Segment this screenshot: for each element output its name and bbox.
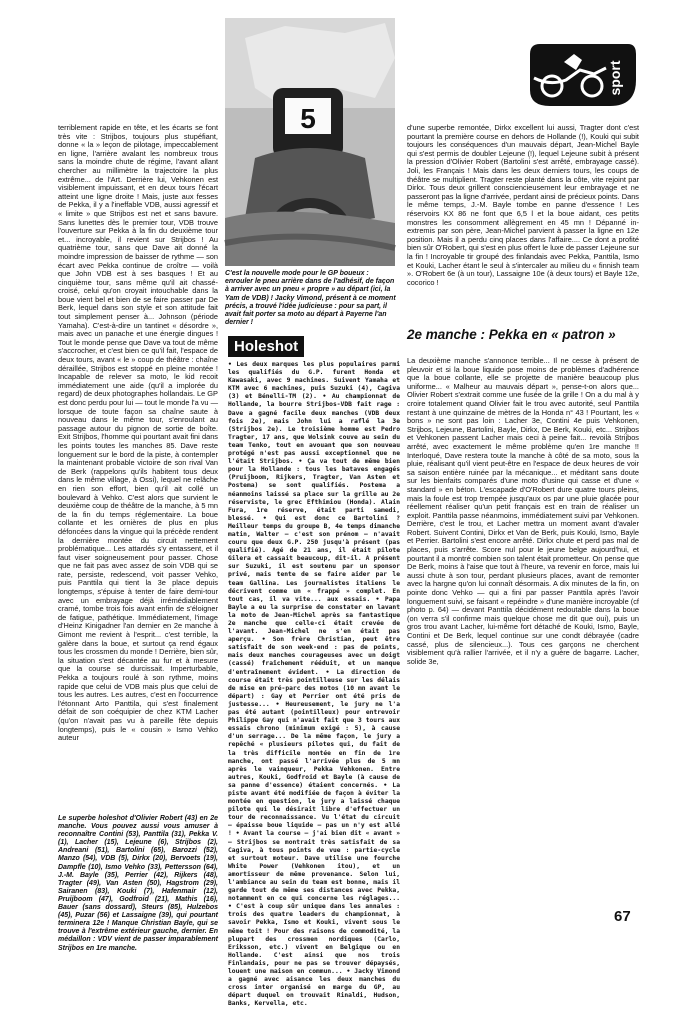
page-number: 67 bbox=[614, 908, 631, 925]
article-column-left bbox=[58, 124, 218, 953]
article-text-part-3: La deuxième manche s'annonce terrible... Il ne cesse à présent de pleuvoir et si la boue liquide pose moins de problèmes d'adhérence que la boue collante, elle se projette de manière beaucoup plus uniforme... « Malheur au mauvais départ », pense-t-on alors que... Olivier Robert s'extrait comme une fusée de la grille ! On a du mal à y croire totalement quand Olivier fait le trou avec autorité, seul Panttila restant à une quinzaine de mètres de la Honda n° 43 ! Pourtant, les « bons » ne sont pas loin : Lacher 3e, Contini 4e puis Vehkonen, Strijbos, Lejeune, Bartolini, Bayle, Dirkx, De Berk, Kouki, etc... Strijbos et Vehkonen passent Lacher mais ceci à peine fait... revoilà Strijbos arrêté, avec exactement le même problème qu'en 1re manche !! Interloqué, Dave restera toute la manche à côté de sa moto, sous la pluie, réalisant qu'il vient peut-être en l'espace de deux heures de voir sa saison entière ruinée par la mécanique... et méditant sans doute sur les bienfaits comparés d'une moto d'usine qui casse et d'une « standard » en béton. L'escapade d'O'Robert dure quatre tours pleins, mais la foule est trop trempée jusqu'aux os par une pluie glacée pour réellement réaliser qu'un petit français est en train de réaliser un exploit. Panttila passe néanmoins, immédiatement suivi par Vehkonen. Derrière, c'est le trou, et Lacher mettra un moment avant d'avaler Robert. Suivent Contini, Dirkx et Van de Berk, puis Kouki, Ismo, Bayle et Perrier. Bartolini s'est encore arrêté. Dirkx chute et perd pas mal de places, puis s'arrête. Score nul pour le jeune belge aujourd'hui, et pourtant il a montré combien son talent était prometteur. On pense que De Berk, moins à l'aise que tout à l'heure, va revenir en force, mais lui aussi chute à son tour, perdant plusieurs places, avant de remonter avec la hargne qu'on lui connaît désormais. A dix minutes de la fin, on pointe donc Vehko — qui a fini par passer Panttila après l'avoir longuement suivi, se faisant « repéindre » d'une manière incroyable (cf photo p. 64) — devant Panttila décidément redoutable dans la boue (on verra s'il confirme mais quelque chose me dit que oui), puis un gros trou avant Lacher, lui-même fort détaché de Kouki, Ismo, Bayle, Contini et De Berk, lequel continue sur une condt débrayée (cadre cassé, plus de silencieux...). Tous ces garçons ne cherchent visiblement qu'à rallier l'arrivée, et il n'y a guère de bagarre. Lacher, solide 3e, bbox=[407, 356, 639, 666]
motocross-photo bbox=[225, 18, 395, 266]
holeshot-sidebar bbox=[228, 336, 400, 1008]
sport-logo bbox=[520, 40, 638, 110]
holeshot-body: • Les deux marques les plus populaires parmi les qualifiés du G.P. furent Honda et Kawasaki, avec 9 machines. Suivent Yamaha et KTM avec 6 machines, puis Suzuki (4), Cagiva (3) et Bénelli-TM (2). • Au championnat de Hollande, la bourre Strijbos-VDB fait rage : Dave a gagné facile deux manches (VDB deux fois 2e), mais John lui a raflé la 3e (Strijbos 2e). Le troisième homme est Pedro Tragter, 17 ans, que Wolsink couve au sein du team Tenko, tout en avouant que son nouveau protégé n'est pas aussi exceptionnel que ne l'était Strijbos. • Ça va tout de même bien pour la Hollande : tous les bataves engagés (Pruijboom, Rijkers, Tragter, Van Asten et Postema) se sont qualifiés. Postema a néanmoins laissé sa place sur la grille au 2e réserviste, le grec Efthimiou (Honda). Alain Fura, 1re réserve, était parti samedi, blessé. • Qui est donc ce Bartolini ? Meilleur temps du groupe B, 4e temps dimanche matin, Walter — c'est son prénom — n'avait couru que deux G.P. 250 jusqu'à présent (pas qualifié). Agé de 21 ans, il était pilote Gilera et cassait beaucoup, dit-il. A présent sur Suzuki, il est soutenu par un sponsor privé, mais tente de se faire aider par le team Gallina. Les journalistes italiens le décrivent comme un « frappé » complet. En tout cas, il va vite... aux essais. • Papa Bayle a eu la surprise de constater en lavant la moto de Jean-Michel après sa fantastique 2e manche que celle-ci était crevée de l'avant. Jean-Michel ne s'en était pas aperçu. • Son frère Christian, peut être satisfait de son week-end : pas de points, mais deux manches courageuses avec un doigt (cassé) fraîchement rééduit, et un manque d'entraînement évident. • La direction de course était très pointilleuse sur les délais de mise en pré-parc des motos (10 mn avant le départ) : Gay et Perrier ont été pris de justesse... • Heureusement, le jury ne l'a pas été autant (pointilleux) pour entrevoir Philippe Gay qui n'avait fait que 3 tours aux essais chrono (minimum exigé : 5), à cause d'un serrage... De la même façon, le jury a repêché « plusieurs pilotes qui, du fait de la très difficile montée en fin de 1re manche, ont passé l'arrivée plus de 5 mn après le vainqueur, Pekka Vehkonen. Entre autres, Kouki, Godfroid et Bayle (à cause de sa panne d'essence) étaient concernés. • La piste avant été modifiée de façon à éviter la montée en question, le jury a laissé chaque pilote qui le désirait libre d'effectuer un tour de reconnaissance. Vu l'état du circuit — épaisse boue liquide — pas un n'y est allé ! • Avant la course — j'ai bien dit « avant » — Strijbos se montrait très satisfait de sa Cagiva, à tous points de vue : partie-cycle et surtout moteur. Dave utilise une fourche White Power (Vehkonen itou), et un amortisseur de même provenance. Selon lui, l'ambiance au sein du team est bonne, mais il garde tout de même ses distances avec Pekka, notamment en ce qui concerne les réglages... • C'est à coup sûr unique dans les annales : trois des quatre leaders du championnat, à savoir Pekka, Ismo et Kouki, vivent sous le même toit ! Pour des raisons de commodité, la plupart des crossmen nordiques (Carlo, Eriksson, etc.) vivent en Belgique ou en Hollande. C'est ainsi que nos trois Finlandais, pour ne pas se trouver dépaysés, louent une maison en commun... • Jacky Vimond a gagné avec aisance les deux manches du cross inter organisé en marge du GP, au départ duquel on trouvait Rinaldi, Hudson, Banks, Kervella, etc. bbox=[228, 361, 400, 1008]
holeshot-photo-caption: Le superbe holeshot d'Olivier Robert (43) en 2e manche. Vous pouvez aussi vous amuser à reconnaître Contini (53), Panttila (31), Pekka V. (1), Lacher (15), Lejeune (6), Strijbos (2), Andreani (51), Bartolini (65), Barozzi (52), Manzo (54), VDB (5), Dirkx (20), Bervoets (19), Dampfle (10), Ismo Vehko (33), Pettersson (64), J.-M. Bayle (35), Perrier (42), Rijkers (48), Tragter (49), Van Asten (50), Hagstrom (29), Sairanen (83), Kouki (7), Hafenmair (12), Pruijboom (47), Godfroid (21), Mathis (16), Bauer (sans dossard), Steurs (85), Hulzebos (45), Puzar (56) et Lassaigne (39), qui pourtant terminera 12e ! Manque Christian Bayle, qui se trouve à l'extrême extérieur gauche, dernier. En médaillon : VDV vient de passer imparablement Strijbos en 1re manche. bbox=[58, 815, 218, 952]
article-column-right bbox=[407, 124, 639, 839]
motocross-photo-graphic bbox=[225, 18, 395, 266]
sport-logo-graphic bbox=[520, 40, 638, 110]
article-text-part-2: d'une superbe remontée, Dirkx excellent lui aussi, Tragter dont c'est pourtant la première course en dehors de Hollande (!), Kouki qui subit toujours les conséquences d'un mauvais départ, Jean-Michel Bayle qui s'est permis de doubler Lejeune (!), lequel Lejeune subit à présent la pression d'Olivier Robert (Bartolini s'est arrêté, embrayage cassé). Joli, les Français ! Mais dans les deux derniers tours, les coups de théâtre se multiplient. Tragter reste planté dans la côte, vite rejoint par Dirkx. Tous deux grillent consciencieusement leur embrayage et ne passeront pas la ligne d'arrivée, perdant ainsi de précieux points. Dans le même temps, J.-M. Bayle tombe en panne d'essence ! Les réservoirs KX 86 ne font que 6,5 l et la boue aidant, ces petits monstres les consomment allègrement en 45 mn ! Dépanné in-extremis par son père, Jean-Michel parvient à passer la ligne en 12e position. Mais il a perdu cinq places dans l'affaire.... Ce dont a profité bien sûr O'Robert, qui s'est en plus offert le luxe de passer Lejeune sur la fin ! Incroyable tir groupé des finlandais avec Pekka, Panttila, Ismo et Kouki, Lacher étant le seul à s'intercaler au milieu du « finnish team ». O'Robert 6e (à un tour), Lassaigne 10e (à deux tours) et Bayle 12e, cocorico ! bbox=[407, 123, 639, 287]
logo-text: sport bbox=[607, 60, 623, 96]
article-text-part-1: terriblement rapide en tête, et les écarts se font très vite : Strijbos, toujours plus stupéfiant, donne « la » leçon de pilotage, impeccablement en ligne, l'arrière avalant les nombreux trous sans la moindre chute de régime, l'avant allant chercher au millimètre la trajectoire la plus extrême... de l'Art. Derrière lui, Vehkonen est visiblement impuissant, et en deux tours l'écart atteint une ligne droite ! Mais, juste aux fesses de Pekka, il y a l'ineffable VDB, aussi agressif et « limite » que Strijbos est net et sans bavure. Sans lunettes dès le premier tour, VDB trouve l'ouverture sur Pekka à la fin du deuxième tour et... incroyable, il revient sur Strijbos ! Au quatrième tour, sans que Dave ait donné la moindre impression de baisser de rythme — son écart avec Pekka continue de croître — voilà que John VDB est à ses basques ! Et au cinquième tour, sans même qu'il ait chassé-croisé, celui qu'on croyait intouchable dans la boue vient bel et bien de se faire passer par De Berk, lequel dans son style et son attitude fait tout simplement penser à... Johnson (période Yamaha). C'est-à-dire un tantinet « désordre », mais avec un panache et une énergie dingues ! Tout le monde pense que Dave va tout de même s'accrocher, et c'est bien ce qu'il fait, l'espace de deux tours, avant « le » coup de théâtre : chaîne déraillée, Strijbos est stoppé en pleine montée ! Incapable de relever sa moto, le kid recoit immédiatement une aide (qu'il a implorée du regard) de deux photographes hollandais. Le GP est donc perdu pour lui — tout le monde l'a vu — lorsque de toute façon sa chaîne saute à nouveau dans le même tour, s'enroulant au passage autour du pignon de sortie de boîte. Exit Strijbos, l'homme qui pourtant avait fini dans les points toutes les manches 85. Dave reste longuement sur le bord de la piste, à contempler la maintenant probable victoire de son rival Van de Berk (rappelons qu'ils habitent tous deux dans le même village, à Ossi), lequel ne relâche en rien son effort, bien qu'il ait collé un boulevard à Vehko. C'est alors que survient le deuxième coup de théâtre de la manche, à 5 mn de la fin du temps réglementaire. La boue collante et les ornières de plus en plus défoncées dans la vingue qui la précède rendent la dernière montée du circuit nettement problématique... Les attardés s'y entassent, et il faut viser soigneusement pour passer. Chose que ne fait pas avec assez de soin VDB qui se rate, persiste, redescend, voit passer Vehko, puis Panttila qui tient la 3e place depuis longtemps, s'épuise à tenter de faire demi-tour avec un embrayage déjà irrémédiablement cramé, tombe trois fois avant enfin de s'éloigner de fatigue, pathétique. Immédiatement, l'image d'Heinz Kinigadner l'an dernier en 2e manche à Gimont me revient à l'esprit... c'est terrible, la galère dans la boue, et surtout ça rend égaux tous les crossmen du monde ! Derrière, bien sûr, la situation s'est décantée au fur et à mesure que la course se durcissait. Imperturbable, Pekka a toujours roulé à son rythme, moins rapide que celui de VDB mais plus que celui de tous les autres. Les autres, c'est en l'occurrence l'étonnant Arto Panttila, qui s'est finalement défait de son coéquipier de chez KTM Lacher (qu'on n'avait pas vu à pareille fête depuis longtemps), puis le « cousin » Ismo Vehko auteur bbox=[58, 123, 218, 743]
photo-caption: C'est la nouvelle mode pour le GP boueux : enrouler le pneu arrière dans de l'adhésif, de façon à arriver avec un pneu « propre » au départ (ici, la Yam de VDB) ! Jacky Vimond, présent à ce moment précis, a trouvé l'idée judicieuse : pour sa part, il avait fait porter sa moto au départ à Payerne l'an dernier ! bbox=[225, 270, 396, 327]
holeshot-title: Holeshot bbox=[228, 336, 304, 357]
number-plate: 5 bbox=[300, 103, 316, 134]
section-heading: 2e manche : Pekka en « patron » bbox=[407, 327, 616, 342]
